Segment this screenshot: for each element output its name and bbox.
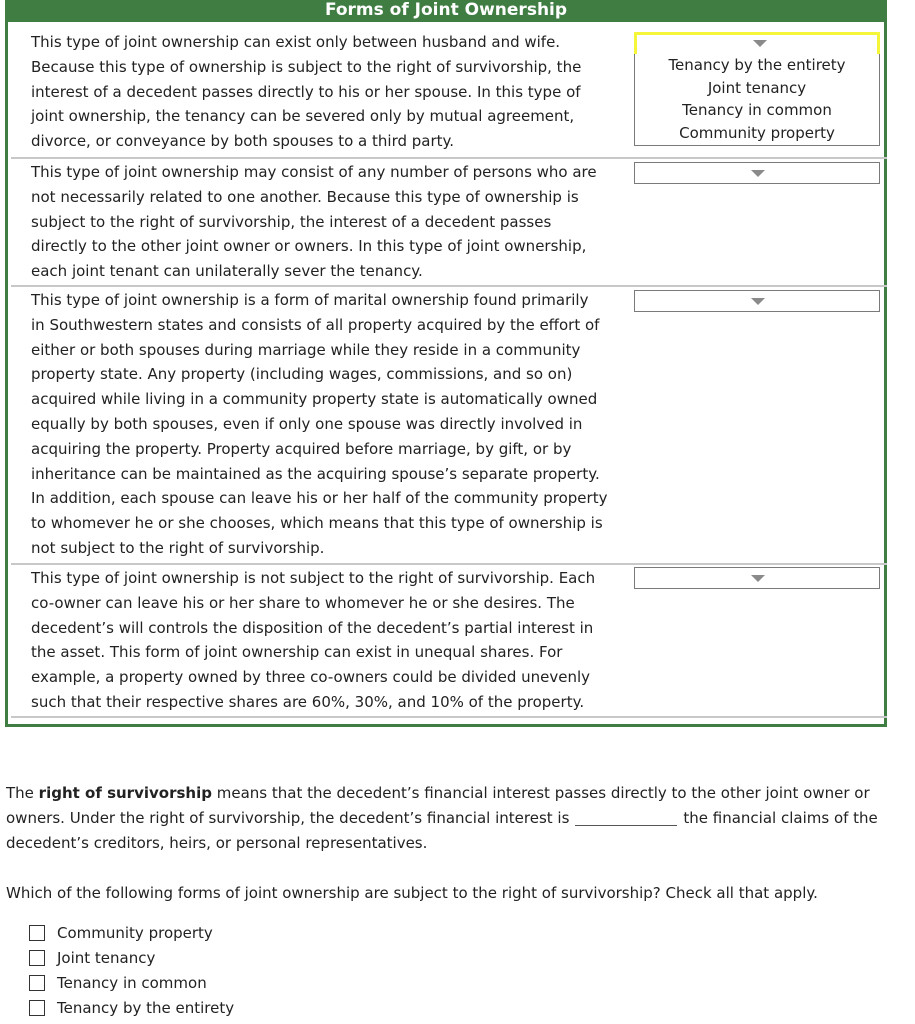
desc-line: acquired while living in a community property state is automatically owned xyxy=(31,390,598,409)
desc-line: This type of joint ownership can exist only between husband and wife. xyxy=(31,33,561,51)
desc-line: This type of joint ownership is not subject to the right of survivorship. Each xyxy=(31,569,596,587)
desc-line: equally by both spouses, even if only one spouse was directly involved in xyxy=(31,414,583,433)
paragraph-text: means that the decedent’s financial interest passes directly to the other joint owner or owners. Under the right of survivorship, the decedent’s financial interest is xyxy=(6,784,870,827)
desc-line: each joint tenant can unilaterally sever the tenancy. xyxy=(31,262,423,281)
desc-line: not necessarily related to one another. Because this type of ownership is xyxy=(31,187,579,206)
dropdown-option-tenancy-by-the-entirety[interactable]: Tenancy by the entirety xyxy=(668,56,846,74)
check-option-joint-tenancy[interactable] xyxy=(29,945,234,970)
survivorship-blank-dropdown[interactable] xyxy=(575,812,677,826)
ownership-description-4 xyxy=(31,566,615,715)
desc-line: In addition, each spouse can leave his or her half of the community property xyxy=(31,489,608,508)
check-option-tenancy-by-the-entirety[interactable] xyxy=(29,995,234,1020)
check-option-tenancy-in-common[interactable] xyxy=(29,970,234,995)
desc-line: either or both spouses during marriage while they reside in a community xyxy=(31,340,581,359)
ownership-row-1 xyxy=(11,22,887,159)
desc-line: decedent’s will controls the disposition of the decedent’s partial interest in xyxy=(31,618,594,637)
survivorship-question: Which of the following forms of joint ownership are subject to the right of survivorship? Check all that apply. xyxy=(6,884,818,902)
dropdown-option-community-property[interactable]: Community property xyxy=(679,123,835,142)
desc-line: such that their respective shares are 60%, 30%, and 10% of the property. xyxy=(31,692,585,711)
ownership-dropdown-2[interactable] xyxy=(634,162,880,184)
checkbox[interactable] xyxy=(29,1000,45,1016)
ownership-dropdown-4[interactable] xyxy=(634,567,880,589)
checkbox[interactable] xyxy=(29,975,45,991)
chevron-down-icon xyxy=(751,298,765,305)
desc-line: not subject to the right of survivorship. xyxy=(31,538,325,557)
checkbox[interactable] xyxy=(29,950,45,966)
ownership-description-3 xyxy=(31,288,615,561)
dropdown-option-joint-tenancy[interactable]: Joint tenancy xyxy=(707,78,807,97)
chevron-down-icon xyxy=(751,170,765,177)
desc-line: the asset. This form of joint ownership can exist in unequal shares. For xyxy=(31,643,563,662)
ownership-dropdown-3[interactable] xyxy=(634,290,880,312)
check-option-community-property[interactable] xyxy=(29,920,234,945)
panel-title: Forms of Joint Ownership xyxy=(8,0,884,22)
desc-line: This type of joint ownership is a form of marital ownership found primarily xyxy=(31,291,589,309)
desc-line: Because this type of ownership is subject to the right of survivorship, the xyxy=(31,57,582,76)
desc-line: inheritance can be maintained as the acquiring spouse’s separate property. xyxy=(31,464,600,483)
desc-line: This type of joint ownership may consist of any number of persons who are xyxy=(31,163,597,181)
desc-line: acquiring the property. Property acquired before marriage, by gift, or by xyxy=(31,439,572,458)
desc-line: property state. Any property (including wages, commissions, and so on) xyxy=(31,365,573,384)
dropdown-option-tenancy-in-common[interactable]: Tenancy in common xyxy=(682,101,832,119)
survivorship-checklist xyxy=(29,920,234,1020)
desc-line: interest of a decedent passes directly to his or her spouse. In this type of xyxy=(31,82,581,101)
check-label: Community property xyxy=(57,923,213,942)
paragraph-text: the financial claims of the decedent’s creditors, heirs, or personal representatives. xyxy=(6,809,878,852)
paragraph-text: The xyxy=(6,784,39,802)
survivorship-paragraph xyxy=(6,781,896,856)
ownership-row-2 xyxy=(11,159,887,287)
desc-line: in Southwestern states and consists of all property acquired by the effort of xyxy=(31,315,600,334)
dropdown-menu xyxy=(634,54,880,146)
ownership-description-1 xyxy=(31,30,615,154)
chevron-down-icon xyxy=(751,575,765,582)
chevron-down-icon xyxy=(753,40,767,47)
check-label: Tenancy by the entirety xyxy=(57,998,235,1017)
survivorship-term: right of survivorship xyxy=(38,784,212,802)
desc-line: co-owner can leave his or her share to whomever he or she desires. The xyxy=(31,593,575,612)
desc-line: example, a property owned by three co-owners could be divided unevenly xyxy=(31,668,591,687)
ownership-row-4 xyxy=(11,565,887,718)
desc-line: divorce, or conveyance by both spouses to a third party. xyxy=(31,132,455,151)
ownership-row-3 xyxy=(11,287,887,565)
desc-line: to whomever he or she chooses, which means that this type of ownership is xyxy=(31,514,603,533)
check-label: Tenancy in common xyxy=(57,973,207,992)
ownership-description-2 xyxy=(31,160,615,284)
checkbox[interactable] xyxy=(29,925,45,941)
desc-line: subject to the right of survivorship, the interest of a decedent passes xyxy=(31,212,552,231)
desc-line: joint ownership, the tenancy can be severed only by mutual agreement, xyxy=(31,107,575,126)
joint-ownership-panel xyxy=(5,0,887,727)
check-label: Joint tenancy xyxy=(57,948,156,967)
desc-line: directly to the other joint owner or owners. In this type of joint ownership, xyxy=(31,237,587,256)
